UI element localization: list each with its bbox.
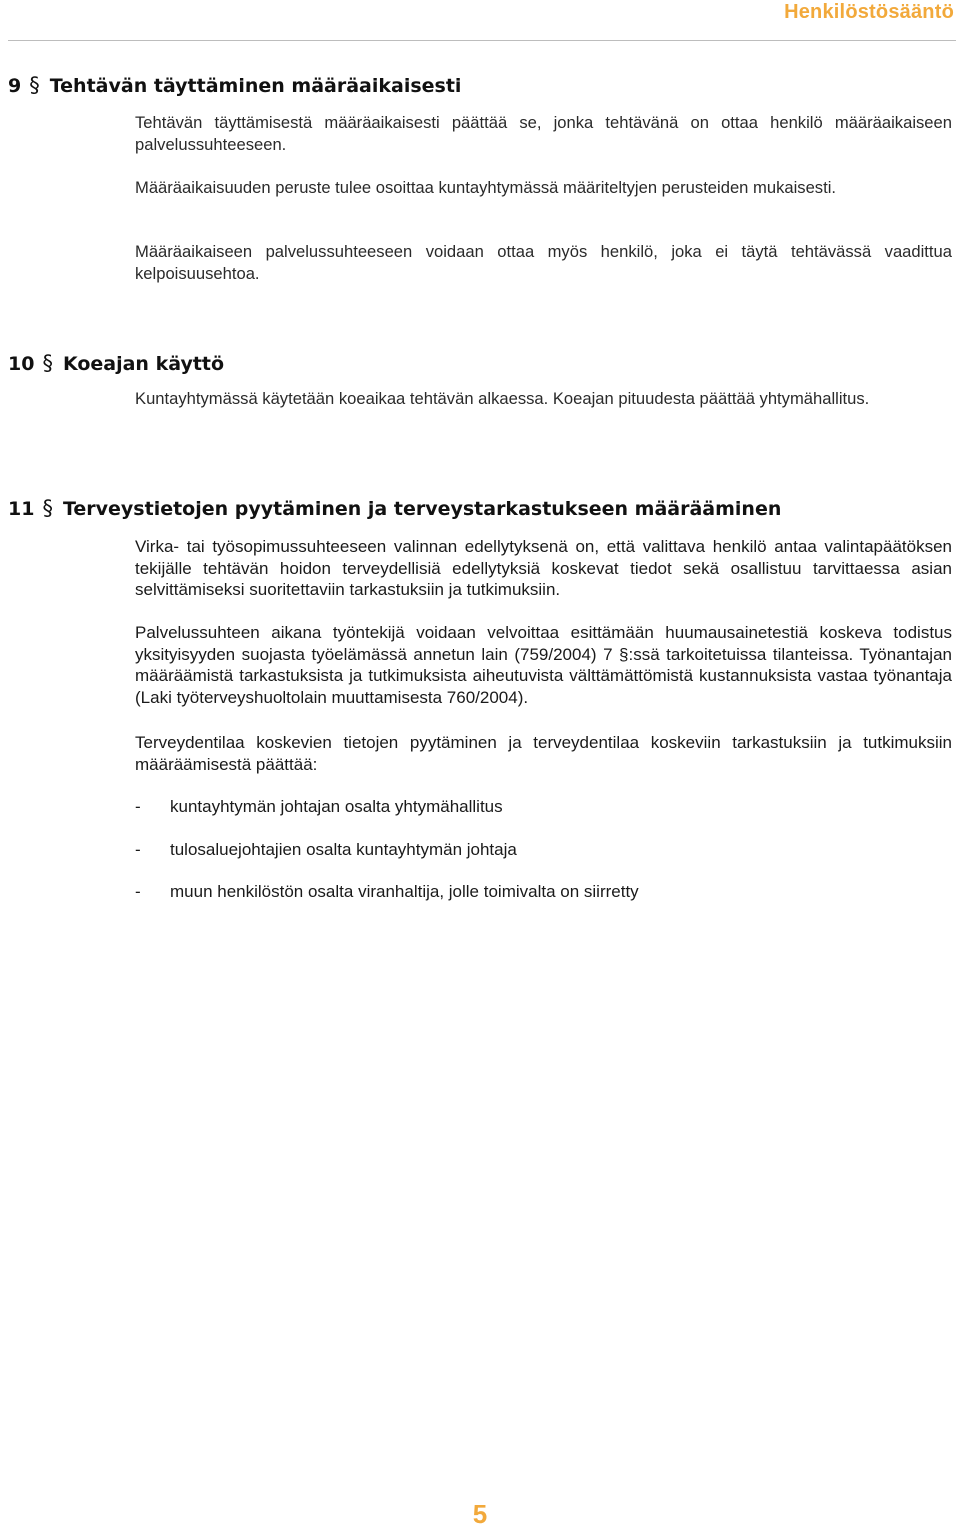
- section-title: Tehtävän täyttäminen määräaikaisesti: [49, 75, 462, 97]
- section-10-paragraph-1: Kuntayhtymässä käytetään koeaikaa tehtävän alkaessa. Koeajan pituudesta päättää yhtymähallitus.: [135, 389, 870, 408]
- section-symbol: §: [42, 351, 53, 375]
- section-9-paragraph-2: Määräaikaisuuden peruste tulee osoittaa kuntayhtymässä määriteltyjen perusteiden mukaisesti.: [135, 178, 837, 197]
- list-dash: -: [135, 840, 141, 859]
- section-title: Koeajan käyttö: [62, 353, 225, 375]
- list-item-text: kuntayhtymän johtajan osalta yhtymähallitus: [170, 797, 503, 816]
- section-number: 9: [8, 75, 22, 97]
- list-item: [135, 796, 952, 818]
- section-number: 11: [8, 498, 35, 520]
- section-11-paragraph-2: Palvelussuhteen aikana työntekijä voidaan velvoittaa esittämään huumausainetestiä koskeva todistus yksityisyyden suojasta työelämässä annetun lain (759/2004) 7 §:ssä tarkoitetuissa tilanteissa. Työnantajan määräämistä tarkastuksista ja tutkimuksista aiheutuvista välttämättömistä kustannuksista vastaa työnantaja (Laki työterveyshuoltolain muuttamisesta 760/2004).: [135, 623, 952, 707]
- section-symbol: §: [42, 496, 53, 520]
- section-11-heading: [8, 496, 781, 521]
- section-title: Terveystietojen pyytäminen ja terveystarkastukseen määrääminen: [62, 498, 782, 520]
- page-header: [0, 0, 960, 42]
- section-11-paragraph-3: Terveydentilaa koskevien tietojen pyytäminen ja terveydentilaa koskeviin tarkastuksiin ja tutkimuksiin määräämisestä päättää:: [135, 733, 952, 774]
- document-title: Henkilöstösääntö: [784, 1, 954, 23]
- header-divider: [8, 40, 956, 41]
- page-number: 5: [472, 1499, 488, 1529]
- section-number: 10: [8, 353, 35, 375]
- list-item: [135, 839, 952, 861]
- list-dash: -: [135, 882, 141, 901]
- list-item-text: muun henkilöstön osalta viranhaltija, jolle toimivalta on siirretty: [170, 882, 639, 901]
- section-9-heading: [8, 73, 461, 98]
- section-symbol: §: [29, 73, 40, 97]
- section-10-heading: [8, 351, 224, 376]
- list-item-text: tulosaluejohtajien osalta kuntayhtymän johtaja: [170, 840, 517, 859]
- section-9-paragraph-3: Määräaikaiseen palvelussuhteeseen voidaan ottaa myös henkilö, joka ei täytä tehtävässä vaadittua kelpoisuusehtoa.: [135, 242, 952, 283]
- list-dash: -: [135, 797, 141, 816]
- list-item: [135, 881, 952, 903]
- section-11-paragraph-1: Virka- tai työsopimussuhteeseen valinnan edellytyksenä on, että valittava henkilö antaa valintapäätöksen tekijälle tehtävän hoidon terveydellisiä edellytyksiä koskevat tiedot sekä osallistuu tarvittaessa asian selvittämiseksi suoritettaviin tarkastuksiin ja tutkimuksiin.: [135, 537, 952, 599]
- section-9-paragraph-1: Tehtävän täyttämisestä määräaikaisesti päättää se, jonka tehtävänä on ottaa henkilö määräaikaiseen palvelussuhteeseen.: [135, 113, 952, 154]
